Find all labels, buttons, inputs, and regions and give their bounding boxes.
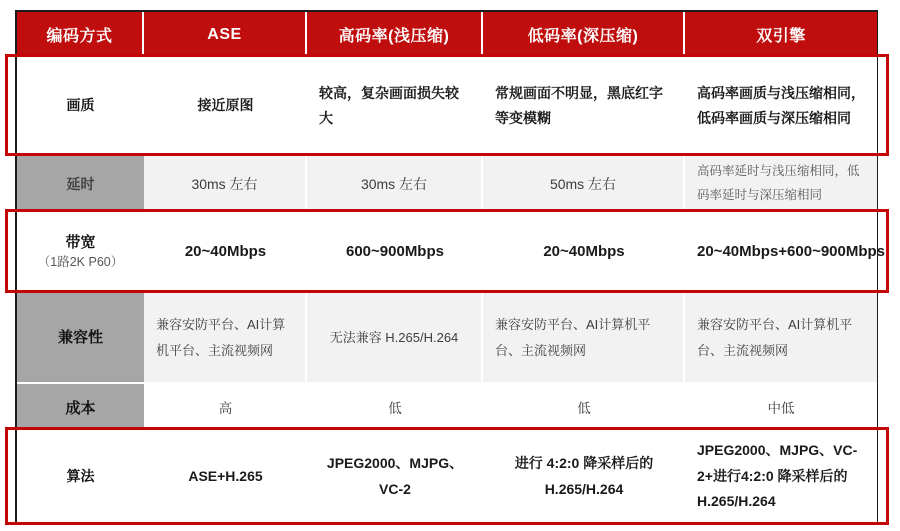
row-bandwidth-cell-3: 20~40Mbps+600~900Mbps [685,212,877,291]
comparison-table [15,10,886,525]
row-image-quality-cell-1: 较高，复杂画面损失较大 [307,57,483,154]
row-algorithm-cell-2: 进行 4:2:0 降采样后的 H.265/H.264 [483,430,685,523]
row-latency-label [17,156,144,212]
row-latency-cell-3: 高码率延时与浅压缩相同，低码率延时与深压缩相同 [685,156,877,212]
table-body [17,57,886,523]
row-image-quality-cell-3: 高码率画质与浅压缩相同，低码率画质与深压缩相同 [685,57,877,154]
row-label-text: 算法 [66,467,95,484]
row-label-text: 带宽 [65,234,96,252]
row-algorithm [17,430,877,523]
row-bandwidth-cell-1: 600~900Mbps [307,212,483,291]
row-image-quality [17,57,877,154]
row-compatibility [17,291,877,384]
column-header-1: ASE [144,12,307,57]
row-compatibility-cell-0: 兼容安防平台、AI计算机平台、主流视频网 [144,293,307,382]
row-algorithm-cell-0: ASE+H.265 [144,430,307,523]
column-header-2: 高码率(浅压缩) [307,12,483,57]
row-latency-cell-1: 30ms 左右 [307,156,483,212]
row-latency-cell-2: 50ms 左右 [483,156,685,212]
row-bandwidth-cell-0: 20~40Mbps [144,212,307,291]
column-header-4: 双引擎 [756,28,806,45]
row-bandwidth-label [17,212,144,291]
row-label-text: 延时 [66,175,95,192]
column-header-3: 低码率(深压缩) [483,12,685,57]
row-cost-cell-1: 低 [307,384,483,430]
row-cost-cell-3: 中低 [685,384,877,430]
row-cost-cell-2: 低 [483,384,685,430]
row-cost-label [17,384,144,430]
row-algorithm-label [17,430,144,523]
row-bandwidth [17,212,886,291]
row-image-quality-cell-0: 接近原图 [144,57,307,154]
row-label-text: 画质 [66,97,95,114]
row-image-quality-cell-2: 常规画面不明显，黑底红字等变模糊 [483,57,685,154]
row-compatibility-label [17,293,144,382]
column-header-0: 编码方式 [17,12,144,57]
row-cost-cell-0: 高 [144,384,307,430]
row-image-quality-label [17,57,144,154]
table-header-row [17,12,877,57]
row-algorithm-cell-1: JPEG2000、MJPG、VC-2 [307,430,483,523]
row-algorithm-cell-3: JPEG2000、MJPG、VC-2+进行4:2:0 降采样后的 H.265/H.264 [685,430,877,523]
row-sublabel-text: （1路2K P60） [37,254,124,269]
row-label-text: 成本 [65,399,96,417]
row-compatibility-cell-2: 兼容安防平台、AI计算机平台、主流视频网 [483,293,685,382]
row-compatibility-cell-3: 兼容安防平台、AI计算机平台、主流视频网 [685,293,877,382]
row-bandwidth-cell-2: 20~40Mbps [483,212,685,291]
row-latency-cell-0: 30ms 左右 [144,156,307,212]
row-compatibility-cell-1: 无法兼容 H.265/H.264 [307,293,483,382]
row-label-text: 兼容性 [57,328,103,346]
row-cost [17,384,877,430]
row-latency [17,154,877,212]
